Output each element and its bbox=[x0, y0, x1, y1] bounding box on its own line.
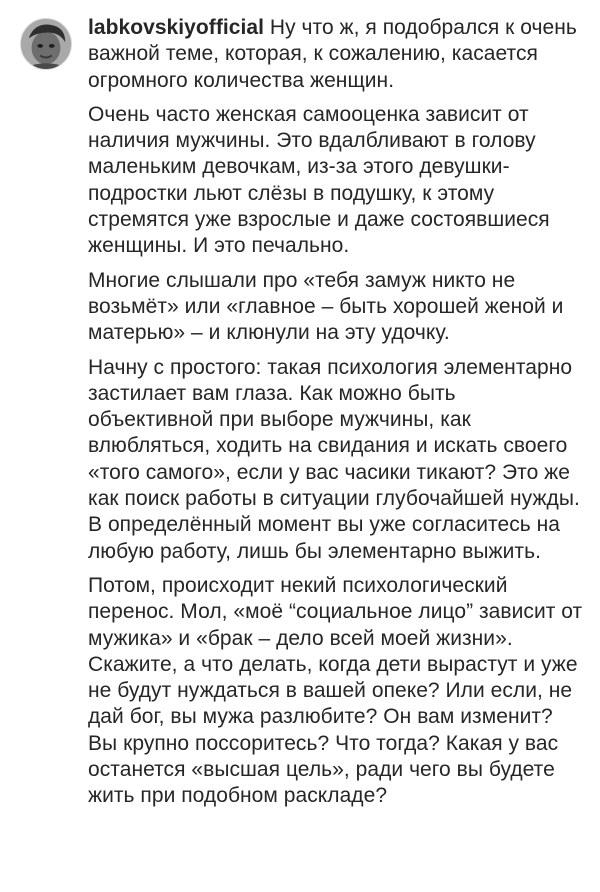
caption-paragraph bbox=[88, 15, 584, 94]
caption-paragraph: Многие слышали про «тебя замуж никто не возьмёт» или «главное – быть хорошей женой и матерью» – и клюнули на эту удочку. bbox=[88, 268, 564, 345]
avatar-photo-icon bbox=[21, 19, 71, 69]
caption-paragraph-text: Ну что ж, я подобрался к очень важной теме, которая, к сожалению, касается огромного количества женщин. bbox=[88, 16, 577, 92]
caption-paragraph: Очень часто женская самооценка зависит от наличия мужчины. Это вдалбливают в голову маленьким девочкам, из-за этого девушки-подростки льют слёзы в подушку, к этому стремятся уже взрослые и даже состоявшиеся женщины. И это печально. bbox=[88, 102, 550, 258]
caption-paragraph: Потом, происходит некий психологический перенос. Мол, «моё “социальное лицо” зависит от мужика» и «брак – дело всей моей жизни». Скажите, а что делать, когда дети вырастут и уже не будут нуждаться в вашей опеке? Или если, не дай бог, вы мужа разлюбите? Он вам изменит? Вы крупно поссоритесь? Что тогда? Какая у вас останется «высшая цель», ради чего вы будете жить при подобном раскладе? bbox=[88, 573, 583, 808]
avatar[interactable] bbox=[20, 18, 72, 70]
caption-paragraph: Начну с простого: такая психология элементарно застилает вам глаза. Как можно быть объективной при выборе мужчины, как влюбляться, ходить на свидания и искать своего «того самого», если у вас часики тикают? Это же как поиск работы в ситуации глубочайшей нужды. В определённый момент вы уже согласитесь на любую работу, лишь бы элементарно выжить. bbox=[88, 355, 580, 563]
caption-text bbox=[88, 15, 584, 818]
username-link[interactable]: labkovskiyofficial bbox=[88, 16, 264, 39]
